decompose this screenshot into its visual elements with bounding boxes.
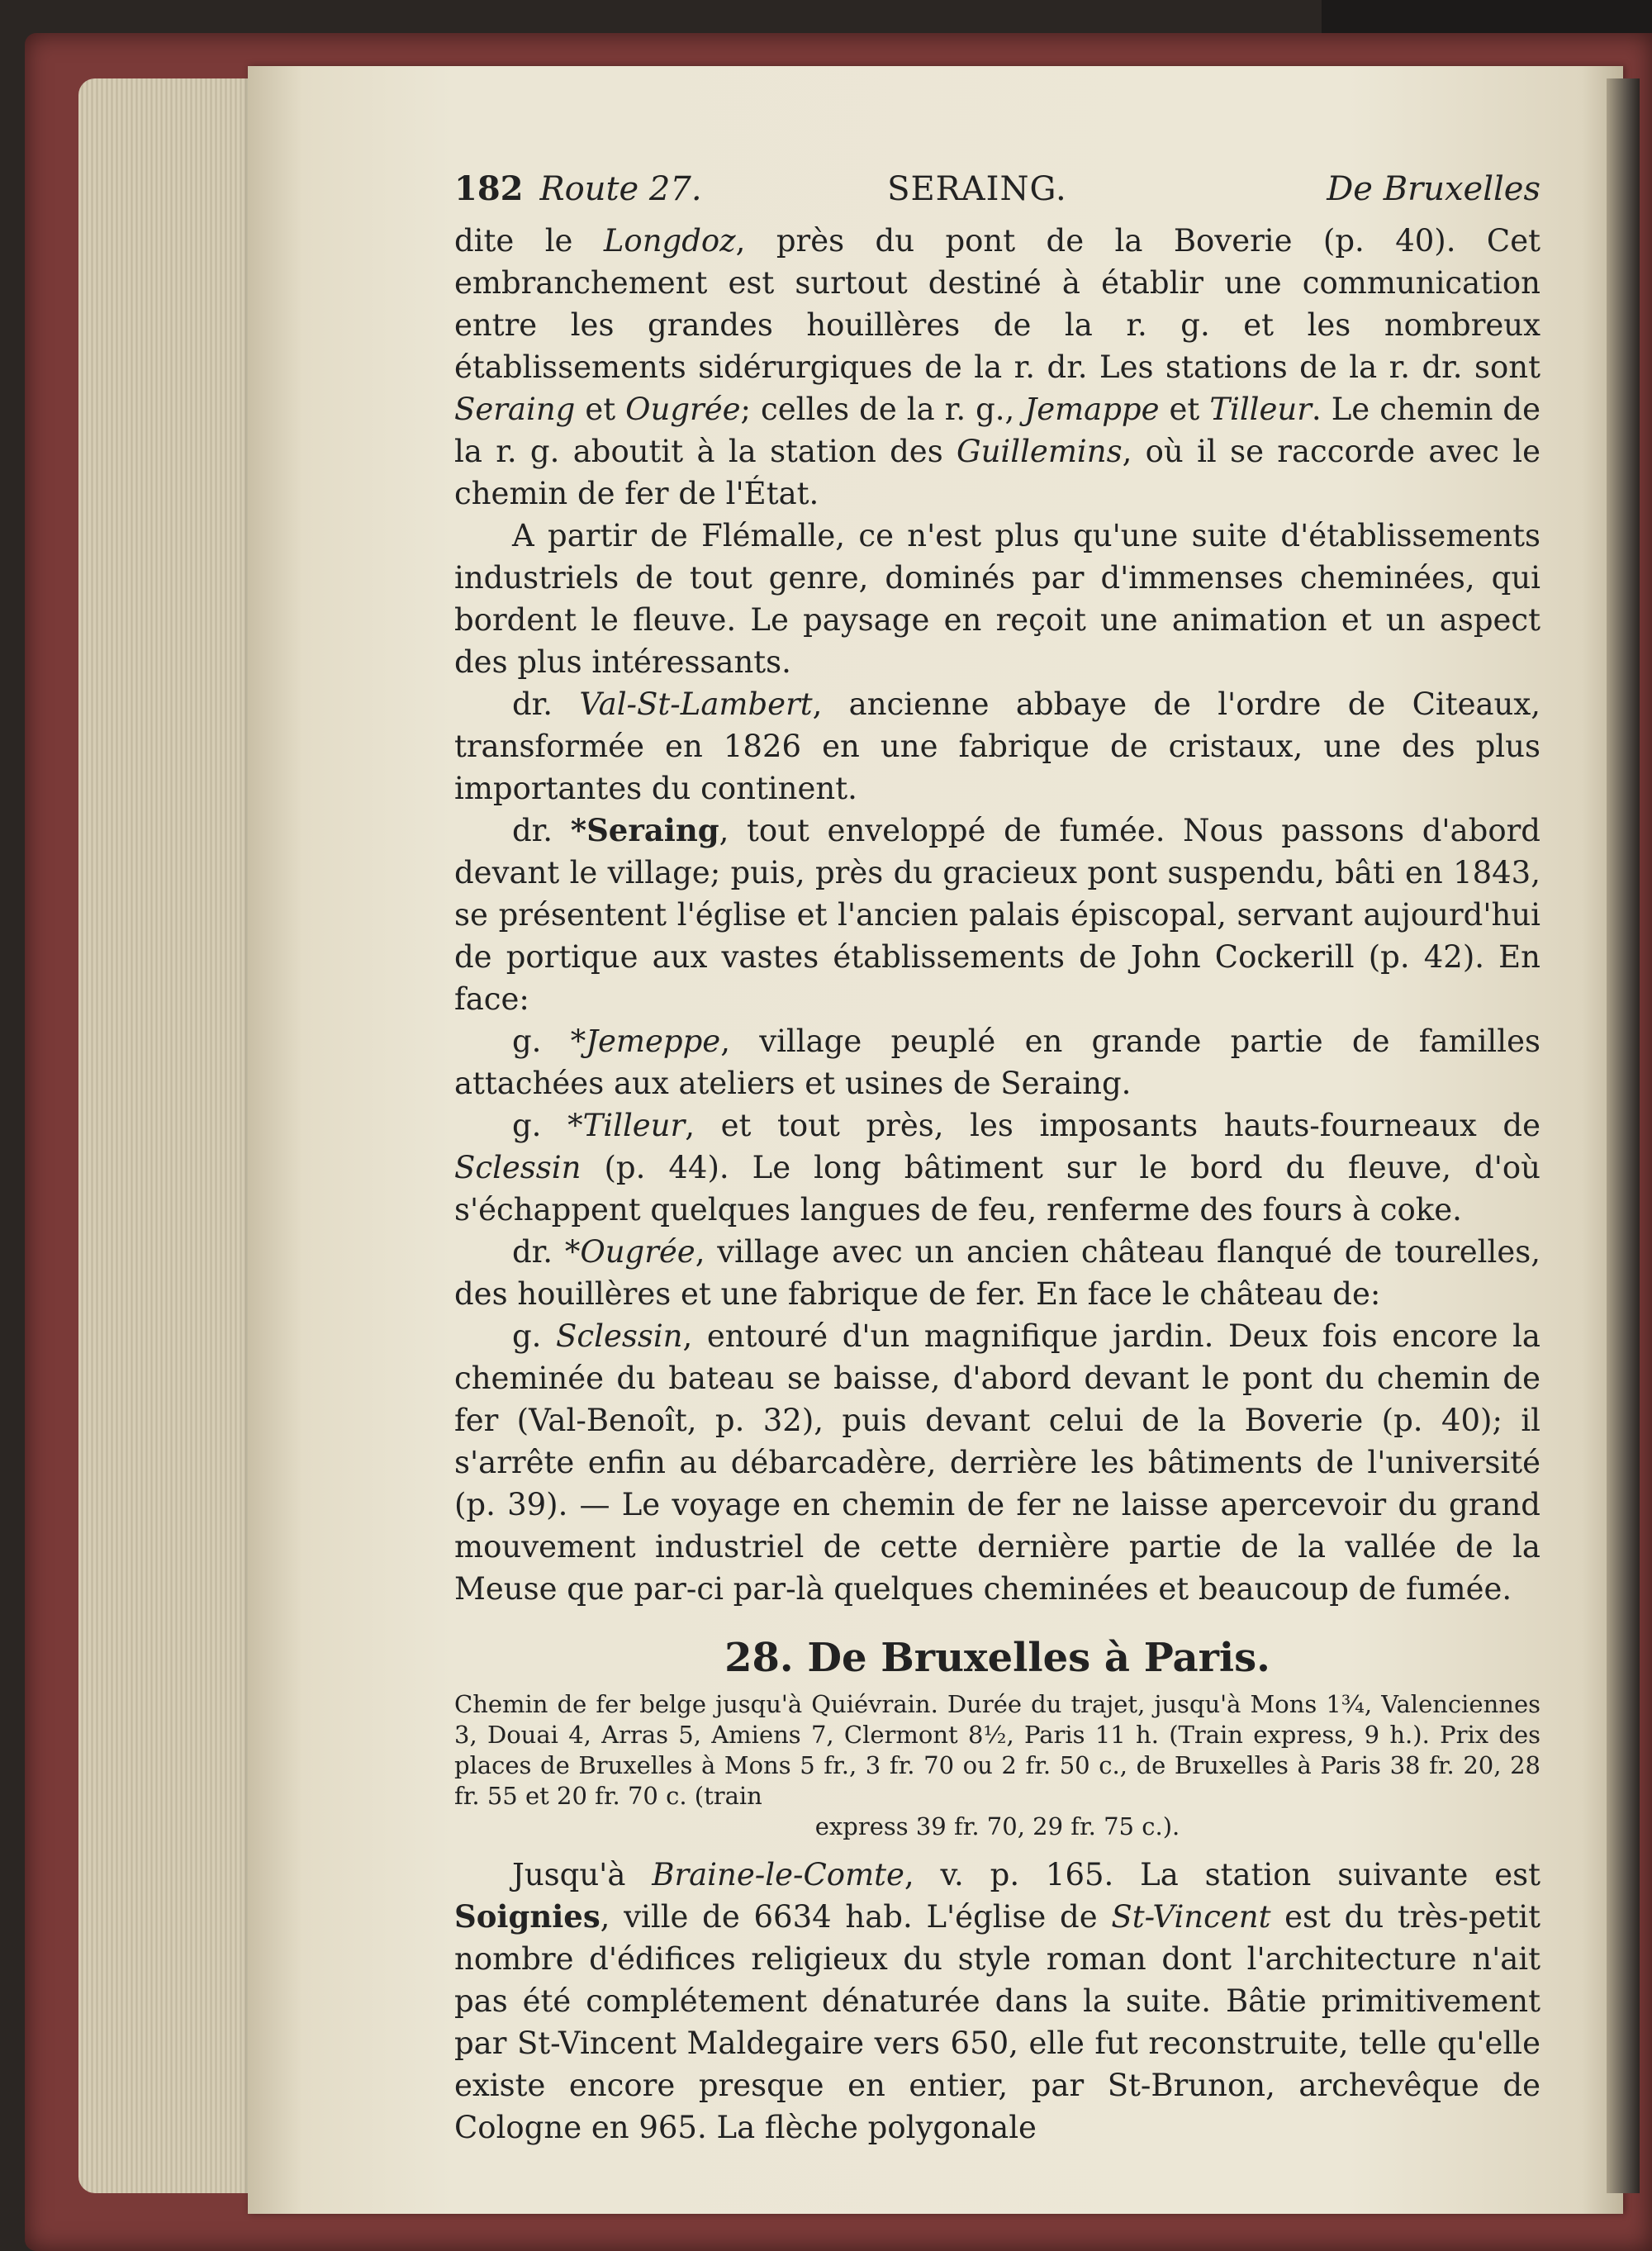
text-run: , entouré d'un magnifique jardin. Deux fois encore la cheminée du bateau se baisse, d'abord devant le pont du chemin de fer (Val-Benoît, p. 32), puis devant celui de la Boverie (p. 40); il s'arrête enfin au débarcadère, derrière les bâtiments de l'université (p. 39). — Le voyage en chemin de fer ne laisse apercevoir du grand mouvement industriel de cette dernière partie de la vallée de la Meuse que par-ci par-là quelques cheminées et beaucoup de fumée. bbox=[454, 1318, 1540, 1607]
paragraph bbox=[454, 1020, 1540, 1104]
italic-text: Jemappe bbox=[1024, 392, 1160, 427]
page-text-block bbox=[454, 169, 1540, 2149]
page-number: 182 bbox=[454, 169, 524, 208]
paragraph bbox=[454, 515, 1540, 683]
text-run: dite le bbox=[454, 223, 604, 259]
page-block-edges bbox=[78, 78, 268, 2193]
text-run: , village avec un ancien château flanqué de tourelles, des houillères et une fabrique de fer. En face le château de: bbox=[454, 1234, 1540, 1312]
cover-corner bbox=[1322, 0, 1652, 33]
body-paragraphs bbox=[454, 220, 1540, 1610]
italic-text: Tilleur bbox=[1209, 392, 1312, 427]
text-run: , tout enveloppé de fumée. Nous passons d'abord devant le village; puis, près du gracieux pont suspendu, bâti en 1843, se présentent l'église et l'ancien palais épiscopal, servant aujourd'hui de portique aux vastes établissements de John Cockerill (p. 42). En face: bbox=[454, 813, 1540, 1017]
route-info-text: Chemin de fer belge jusqu'à Quiévrain. Durée du trajet, jusqu'à Mons 1¾, Valenciennes 3, Douai 4, Arras 5, Amiens 7, Clermont 8½, Paris 11 h. (Train express, 9 h.). Prix des places de Bruxelles à Mons 5 fr., 3 fr. 70 ou 2 fr. 50 c., de Bruxelles à Paris 38 fr. 20, 28 fr. 55 et 20 fr. 70 c. (train bbox=[454, 1690, 1540, 1810]
text-run: , près du pont de la Boverie (p. 40). Cet embranchement est surtout destiné à établir une communication entre les grandes houillères de la r. g. et les nombreux établissements sidérurgiques de la r. dr. Les stations de la r. dr. sont bbox=[454, 223, 1540, 385]
route-info bbox=[454, 1689, 1540, 1842]
italic-text: Longdoz bbox=[603, 223, 736, 259]
text-run: , ville de 6634 hab. L'église de bbox=[600, 1899, 1112, 1935]
italic-text: Sclessin bbox=[556, 1318, 683, 1354]
text-run: dr. bbox=[512, 686, 580, 722]
text-run: dr. bbox=[512, 1234, 565, 1270]
paragraph bbox=[454, 1315, 1540, 1610]
page-gutter bbox=[1607, 78, 1640, 2193]
text-run: (p. 44). Le long bâtiment sur le bord du fleuve, d'où s'échappent quelques langues de feu, renferme des fours à coke. bbox=[454, 1150, 1540, 1228]
text-run: g. bbox=[512, 1318, 557, 1354]
paragraph bbox=[454, 1104, 1540, 1231]
section-heading: 28. De Bruxelles à Paris. bbox=[724, 1635, 1270, 1681]
paragraph bbox=[454, 1231, 1540, 1315]
route-label: Route 27. bbox=[539, 170, 702, 208]
text-run: ; celles de la r. g., bbox=[740, 392, 1025, 427]
italic-text: Ougrée bbox=[625, 392, 741, 427]
paragraph bbox=[454, 810, 1540, 1020]
italic-text: St-Vincent bbox=[1111, 1899, 1271, 1935]
text-run: dr. bbox=[512, 813, 571, 848]
page-title: SERAING. bbox=[887, 170, 1067, 208]
italic-text: Guillemins bbox=[957, 434, 1123, 469]
italic-text: *Tilleur bbox=[567, 1108, 686, 1143]
text-run: . Le chemin de la r. g. aboutit à la station des bbox=[454, 392, 1541, 469]
text-run: et bbox=[1159, 392, 1210, 427]
text-run: g. bbox=[512, 1023, 571, 1059]
text-run: Jusqu'à bbox=[512, 1857, 653, 1892]
text-run: et bbox=[575, 392, 626, 427]
italic-text: *Jemeppe bbox=[570, 1023, 721, 1059]
route-info-last-line: express 39 fr. 70, 29 fr. 75 c.). bbox=[814, 1812, 1180, 1840]
italic-text: *Ougrée bbox=[564, 1234, 695, 1270]
paragraph bbox=[454, 683, 1540, 810]
text-run: , où il se raccorde avec le chemin de fer de l'État. bbox=[454, 434, 1541, 511]
italic-text: Val-St-Lambert bbox=[579, 686, 813, 722]
text-run: , et tout près, les imposants hauts-fourneaux de bbox=[685, 1108, 1540, 1143]
text-run: A partir de Flémalle, ce n'est plus qu'une suite d'établissements industriels de tout genre, dominés par d'immenses cheminées, qui bordent le fleuve. Le paysage en reçoit une animation et un aspect des plus intéressants. bbox=[454, 518, 1540, 680]
text-run: est du très-petit nombre d'édifices religieux du style roman dont l'architecture n'ait pas été complétement dénaturée dans la suite. Bâtie primitivement par St-Vincent Maldegaire vers 650, elle fut reconstruite, telle qu'elle existe encore presque en entier, par St-Brunon, archevêque de Cologne en 965. La flèche polygonale bbox=[454, 1899, 1540, 2145]
text-run: g. bbox=[512, 1108, 568, 1143]
bold-place-name: *Seraing bbox=[570, 812, 719, 848]
italic-text: Sclessin bbox=[454, 1150, 582, 1185]
text-run: , ancienne abbaye de l'ordre de Citeaux, transformée en 1826 en une fabrique de cristaux, une des plus importantes du continent. bbox=[454, 686, 1540, 806]
section-label: De Bruxelles bbox=[1327, 170, 1540, 208]
italic-text: Braine-le-Comte bbox=[652, 1857, 904, 1892]
final-paragraph bbox=[454, 1854, 1540, 2149]
text-run: , v. p. 165. La station suivante est bbox=[904, 1857, 1541, 1892]
text-run: , village peuplé en grande partie de familles attachées aux ateliers et usines de Seraing. bbox=[454, 1023, 1540, 1101]
italic-text: Seraing bbox=[454, 392, 576, 427]
bold-place-name: Soignies bbox=[454, 1898, 601, 1935]
running-head bbox=[454, 169, 1540, 208]
paragraph bbox=[454, 220, 1540, 515]
